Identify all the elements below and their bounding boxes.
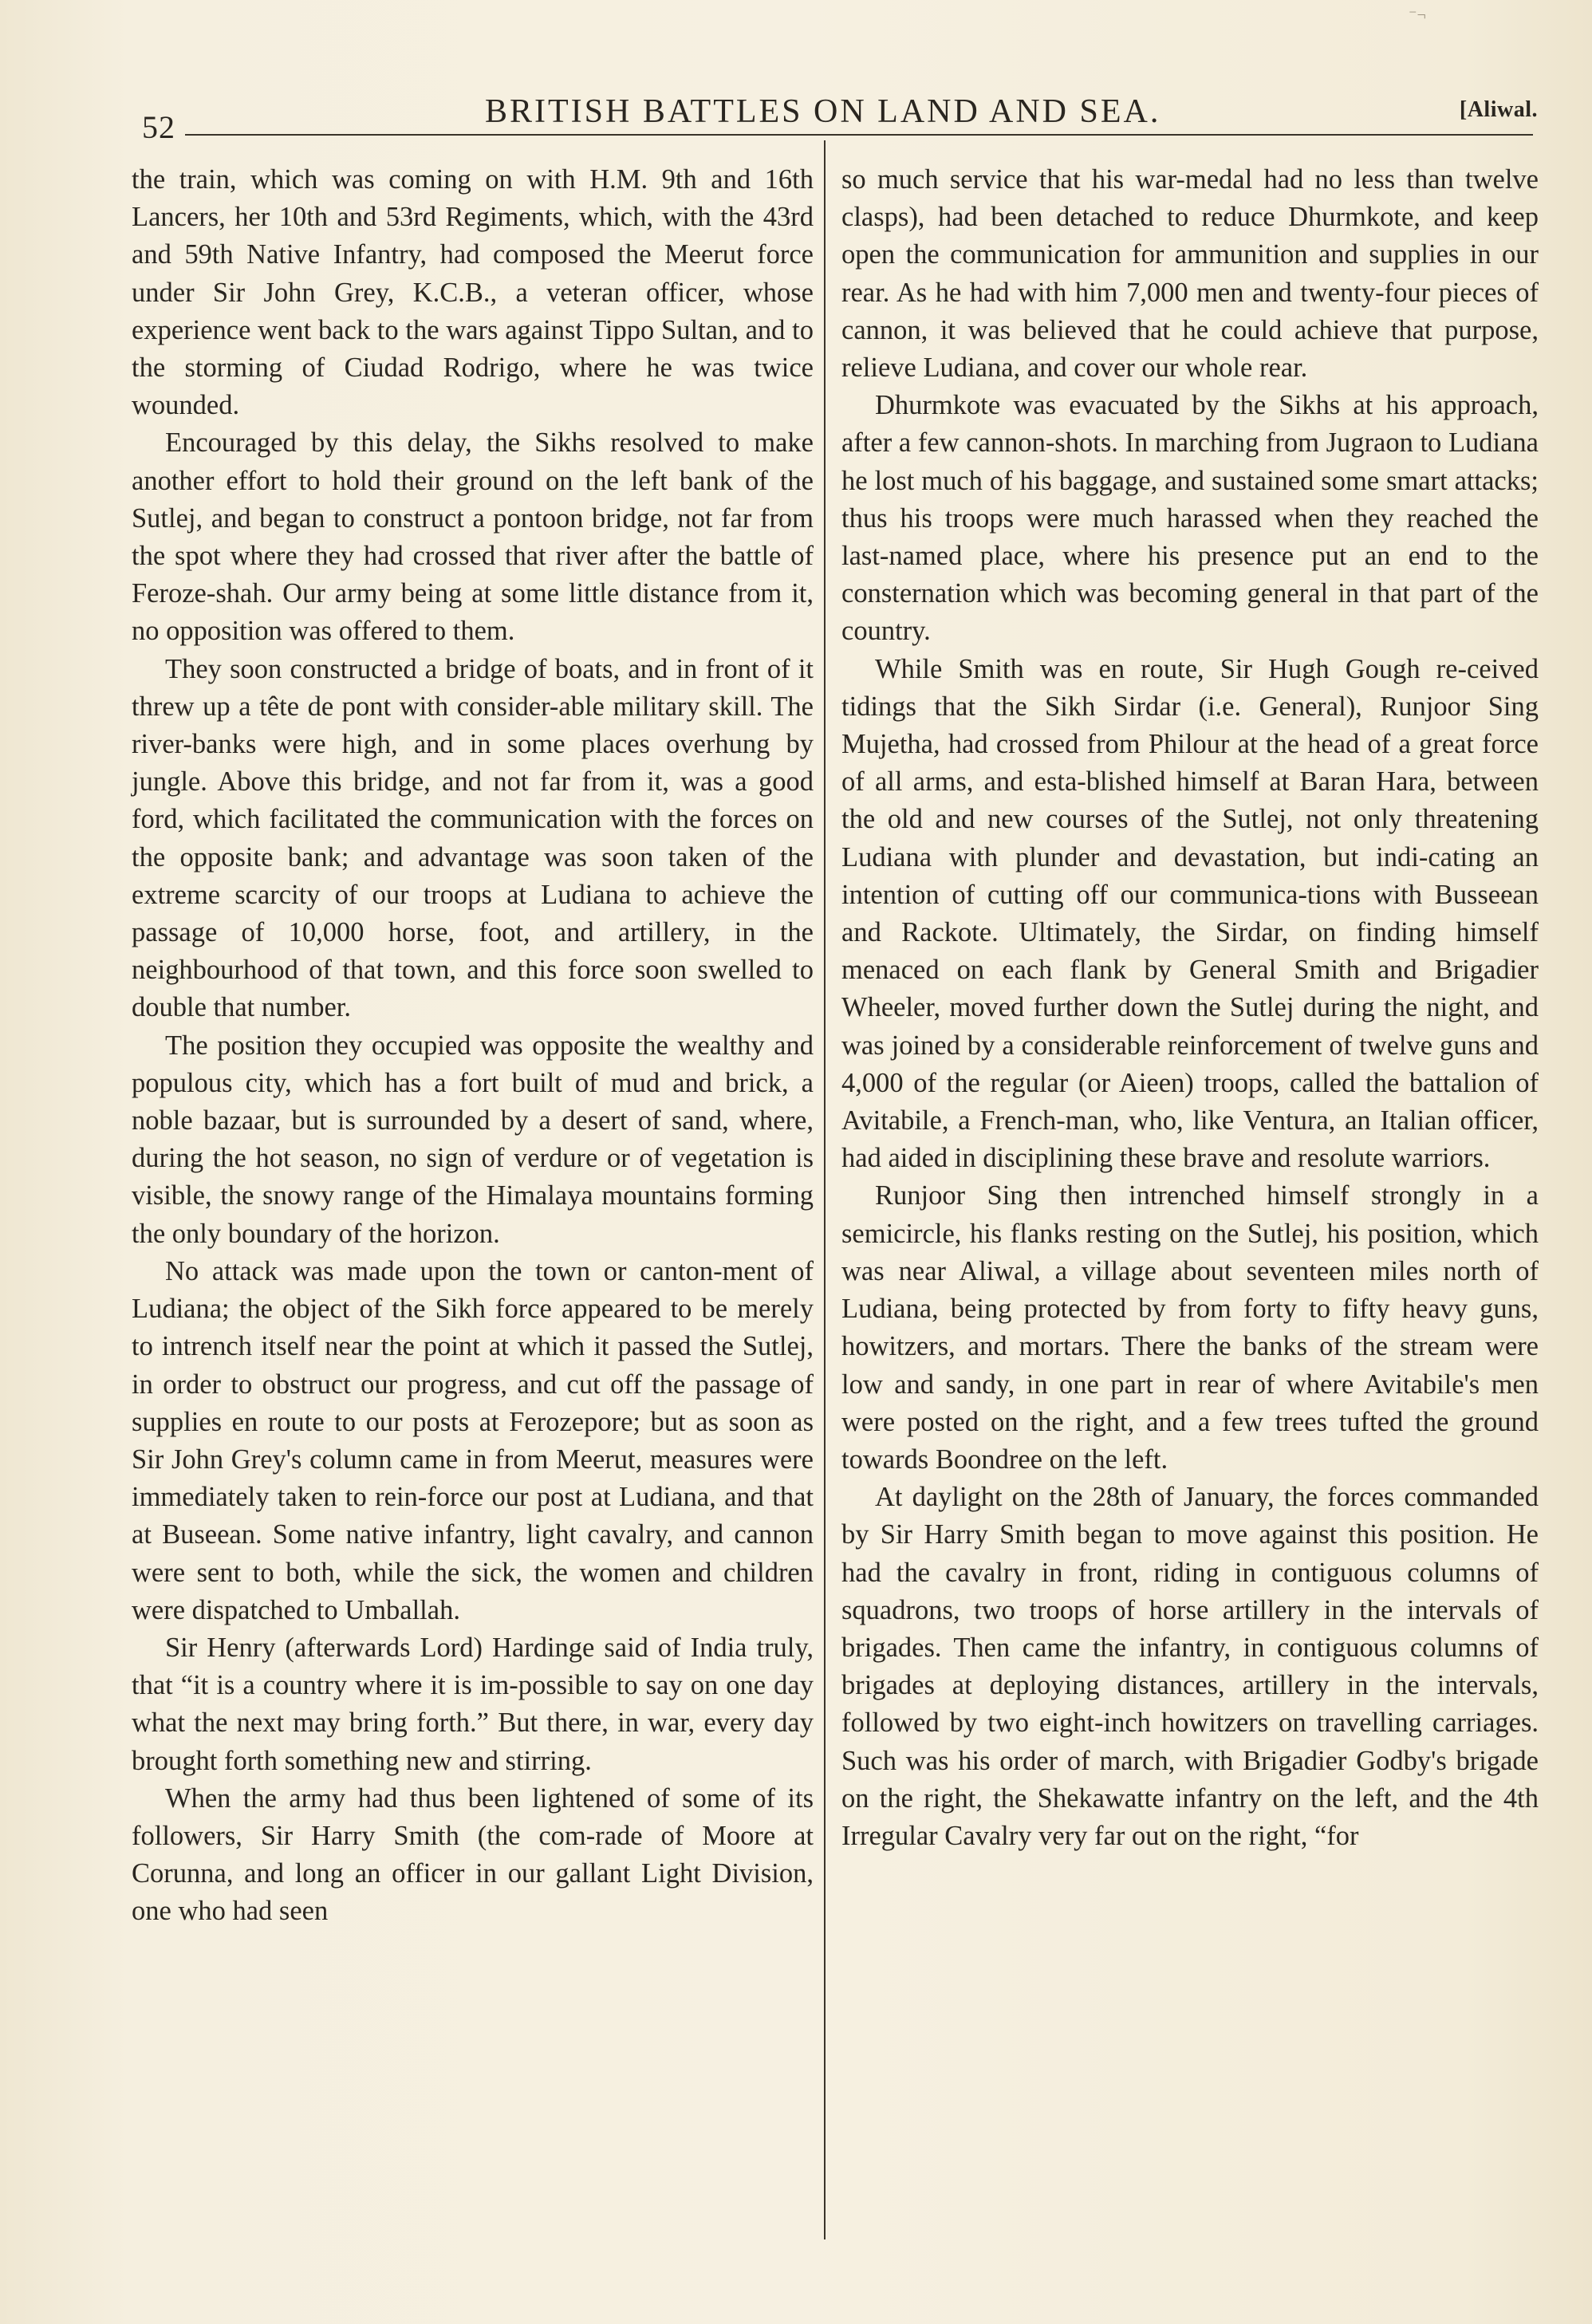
- paragraph: No attack was made upon the town or canton-ment of Ludiana; the object of the Sikh force appeared to be merely to intrench itself near the point at which it passed the Sutlej, in order to obstruct our progress, and cut off the passage of supplies en route to our posts at Ferozepore; but as soon as Sir John Grey's column came in from Meerut, measures were immediately taken to rein-force our post at Ludiana, and that at Buseean. Some native infantry, light cavalry, and cannon were sent to both, while the sick, the women and children were dispatched to Umballah.: [132, 1255, 814, 1625]
- right-column: [841, 161, 1539, 1855]
- paragraph: They soon constructed a bridge of boats, and in front of it threw up a tête de pont with consider-able military skill. The river-banks were high, and in some places overhung by jungle. Above this bridge, and not far from it, was a good ford, which facilitated the communication with the forces on the opposite bank; and advantage was soon taken of the extreme scarcity of our troops at Ludiana to achieve the passage of 10,000 horse, foot, and artillery, in the neighbourhood of that town, and this force soon swelled to double that number.: [132, 653, 814, 1023]
- paragraph: At daylight on the 28th of January, the forces commanded by Sir Harry Smith began to move against this position. He had the cavalry in front, riding in contiguous columns of squadrons, two troops of horse artillery in the intervals of brigades. Then came the infantry, in contiguous columns of brigades at deploying distances, artillery in the intervals, followed by two eight-inch howitzers on travelling carriages. Such was his order of march, with Brigadier Godby's brigade on the right, the Shekawatte infantry on the left, and the 4th Irregular Cavalry very far out on the right, “for: [841, 1482, 1539, 1851]
- left-column: [132, 161, 814, 1931]
- column-divider: [824, 140, 826, 2239]
- paragraph: the train, which was coming on with H.M. 9th and 16th Lancers, her 10th and 53rd Regiments, which, with the 43rd and 59th Native Infantry, had composed the Meerut force under Sir John Grey, K.C.B., a veteran officer, whose experience went back to the wars against Tippo Sultan, and to the storming of Ciudad Rodrigo, where he was twice wounded.: [132, 164, 814, 421]
- paragraph: Runjoor Sing then intrenched himself strongly in a semicircle, his flanks resting on the Sutlej, his position, which was near Aliwal, a village about seventeen miles north of Ludiana, being protected by from forty to fifty heavy guns, howitzers, and mortars. There the banks of the stream were low and sandy, in one part in rear of where Avitabile's men were posted on the right, and a few trees tufted the ground towards Boondree on the left.: [841, 1180, 1539, 1475]
- paragraph: Dhurmkote was evacuated by the Sikhs at his approach, after a few cannon-shots. In marching from Jugraon to Ludiana he lost much of his baggage, and sustained some smart attacks; thus his troops were much harassed when they reached the last-named place, where his presence put an end to the consternation which was becoming general in that part of the country.: [841, 390, 1539, 647]
- section-tag: [Aliwal.: [1459, 97, 1538, 122]
- running-title: BRITISH BATTLES ON LAND AND SEA.: [485, 93, 1161, 130]
- paragraph: When the army had thus been lightened of some of its followers, Sir Harry Smith (the com-rade of Moore at Corunna, and long an officer in our gallant Light Division, one who had seen: [132, 1782, 814, 1927]
- paragraph: The position they occupied was opposite the wealthy and populous city, which has a fort built of mud and brick, a noble bazaar, but is surrounded by a desert of sand, where, during the hot season, no sign of verdure or of vegetation is visible, the snowy range of the Himalaya mountains forming the only boundary of the horizon.: [132, 1030, 814, 1249]
- paragraph: Sir Henry (afterwards Lord) Hardinge said of India truly, that “it is a country where it is im-possible to say on one day what the next may bring forth.” But there, in war, every day brought forth something new and stirring.: [132, 1632, 814, 1776]
- paragraph: While Smith was en route, Sir Hugh Gough re-ceived tidings that the Sikh Sirdar (i.e. General), Runjoor Sing Mujetha, had crossed from Philour at the head of a great force of all arms, and esta-blished himself at Baran Hara, between the old and new courses of the Sutlej, not only threatening Ludiana with plunder and devastation, but indi-cating an intention of cutting off our communica-tions with Busseean and Rackote. Ultimately, the Sirdar, on finding himself menaced on each flank by General Smith and Brigadier Wheeler, moved further down the Sutlej during the night, and was joined by a considerable reinforcement of twelve guns and 4,000 of the regular (or Aieen) troops, called the battalion of Avitabile, a French-man, who, like Ventura, an Italian officer, had aided in disciplining these brave and resolute warriors.: [841, 653, 1539, 1174]
- page-number: 52: [142, 109, 175, 145]
- paragraph: Encouraged by this delay, the Sikhs resolved to make another effort to hold their ground on the left bank of the Sutlej, and began to construct a pontoon bridge, not far from the spot where they had crossed that river after the battle of Feroze-shah. Our army being at some little distance from it, no opposition was offered to them.: [132, 427, 814, 647]
- ink-smudge-mark: ⁻¬: [1409, 6, 1426, 24]
- paragraph: so much service that his war-medal had no less than twelve clasps), had been detached to reduce Dhurmkote, and keep open the communication for ammunition and supplies in our rear. As he had with him 7,000 men and twenty-four pieces of cannon, it was believed that he could achieve that purpose, relieve Ludiana, and cover our whole rear.: [841, 164, 1539, 384]
- header-rule: [185, 134, 1533, 136]
- page-header: [142, 86, 1538, 145]
